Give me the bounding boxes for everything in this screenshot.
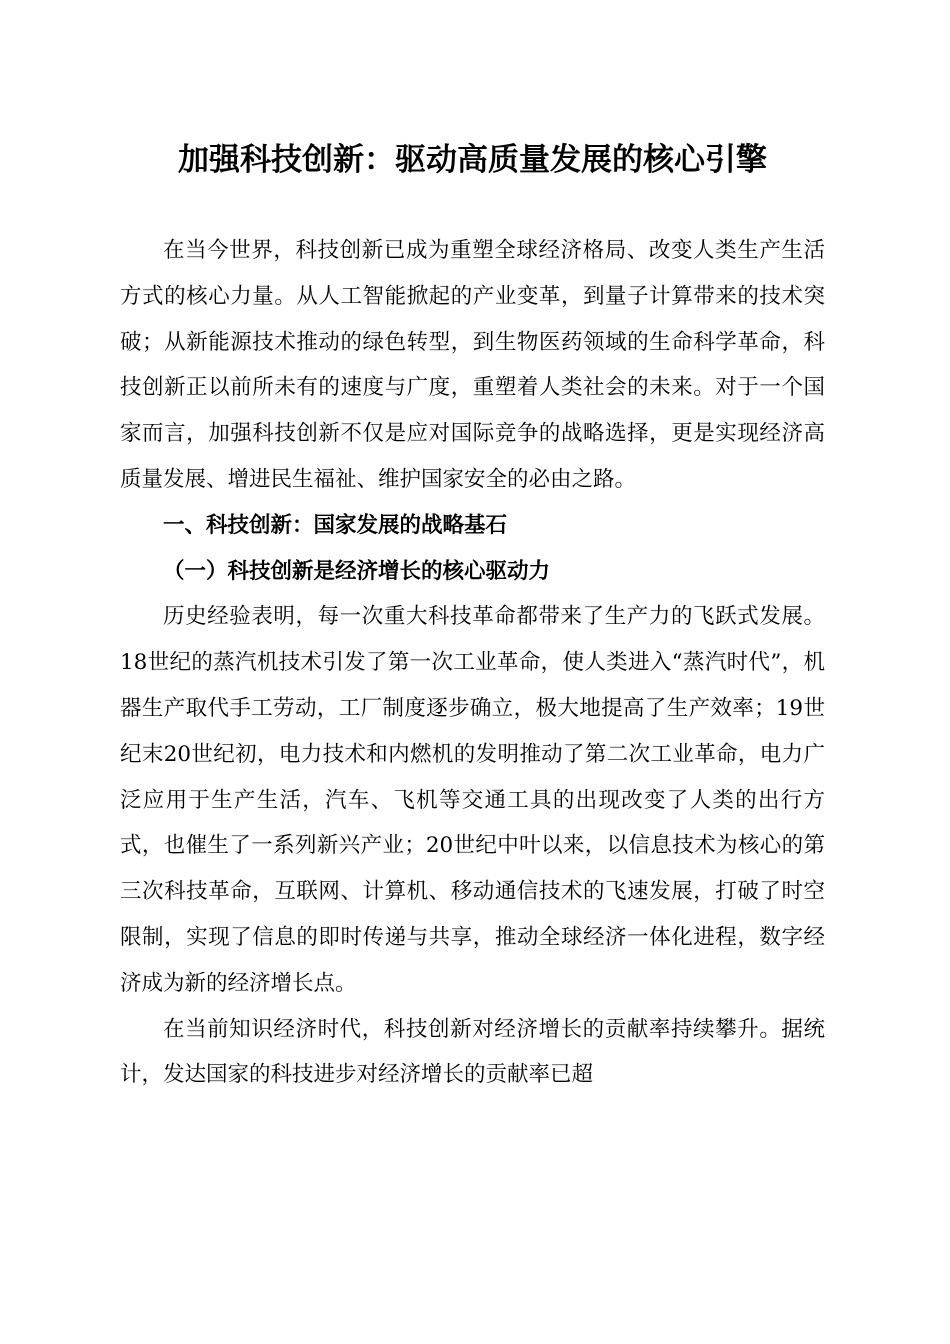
intro-paragraph: 在当今世界，科技创新已成为重塑全球经济格局、改变人类生产生活方式的核心力量。从人工智能掀起的产业变革，到量子计算带来的技术突破；从新能源技术推动的绿色转型，到生物医药领域的生命科学革命，科技创新正以前所未有的速度与广度，重塑着人类社会的未来。对于一个国家而言，加强科技创新不仅是应对国际竞争的战略选择，更是实现经济高质量发展、增进民生福祉、维护国家安全的必由之路。: [120, 238, 825, 492]
subsection-heading: （一）科技创新是经济增长的核心驱动力: [163, 558, 551, 584]
knowledge-economy-paragraph: 在当前知识经济时代，科技创新对经济增长的贡献率持续攀升。据统计，发达国家的科技进步对经济增长的贡献率已超: [120, 1016, 825, 1088]
history-paragraph: 历史经验表明，每一次重大科技革命都带来了生产力的飞跃式发展。18世纪的蒸汽机技术引发了第一次工业革命，使人类进入“蒸汽时代”，机器生产取代手工劳动，工厂制度逐步确立，极大地提高了生产效率；19世纪末20世纪初，电力技术和内燃机的发明推动了第二次工业革命，电力广泛应用于生产生活，汽车、飞机等交通工具的出现改变了人类的出行方式，也催生了一系列新兴产业；20世纪中叶以来，以信息技术为核心的第三次科技革命，互联网、计算机、移动通信技术的飞速发展，打破了时空限制，实现了信息的即时传递与共享，推动全球经济一体化进程，数字经济成为新的经济增长点。: [120, 604, 825, 996]
document-body: [120, 228, 825, 1098]
section-heading: 一、科技创新：国家发展的战略基石: [163, 512, 508, 538]
document-title: 加强科技创新：驱动高质量发展的核心引擎: [178, 142, 767, 178]
